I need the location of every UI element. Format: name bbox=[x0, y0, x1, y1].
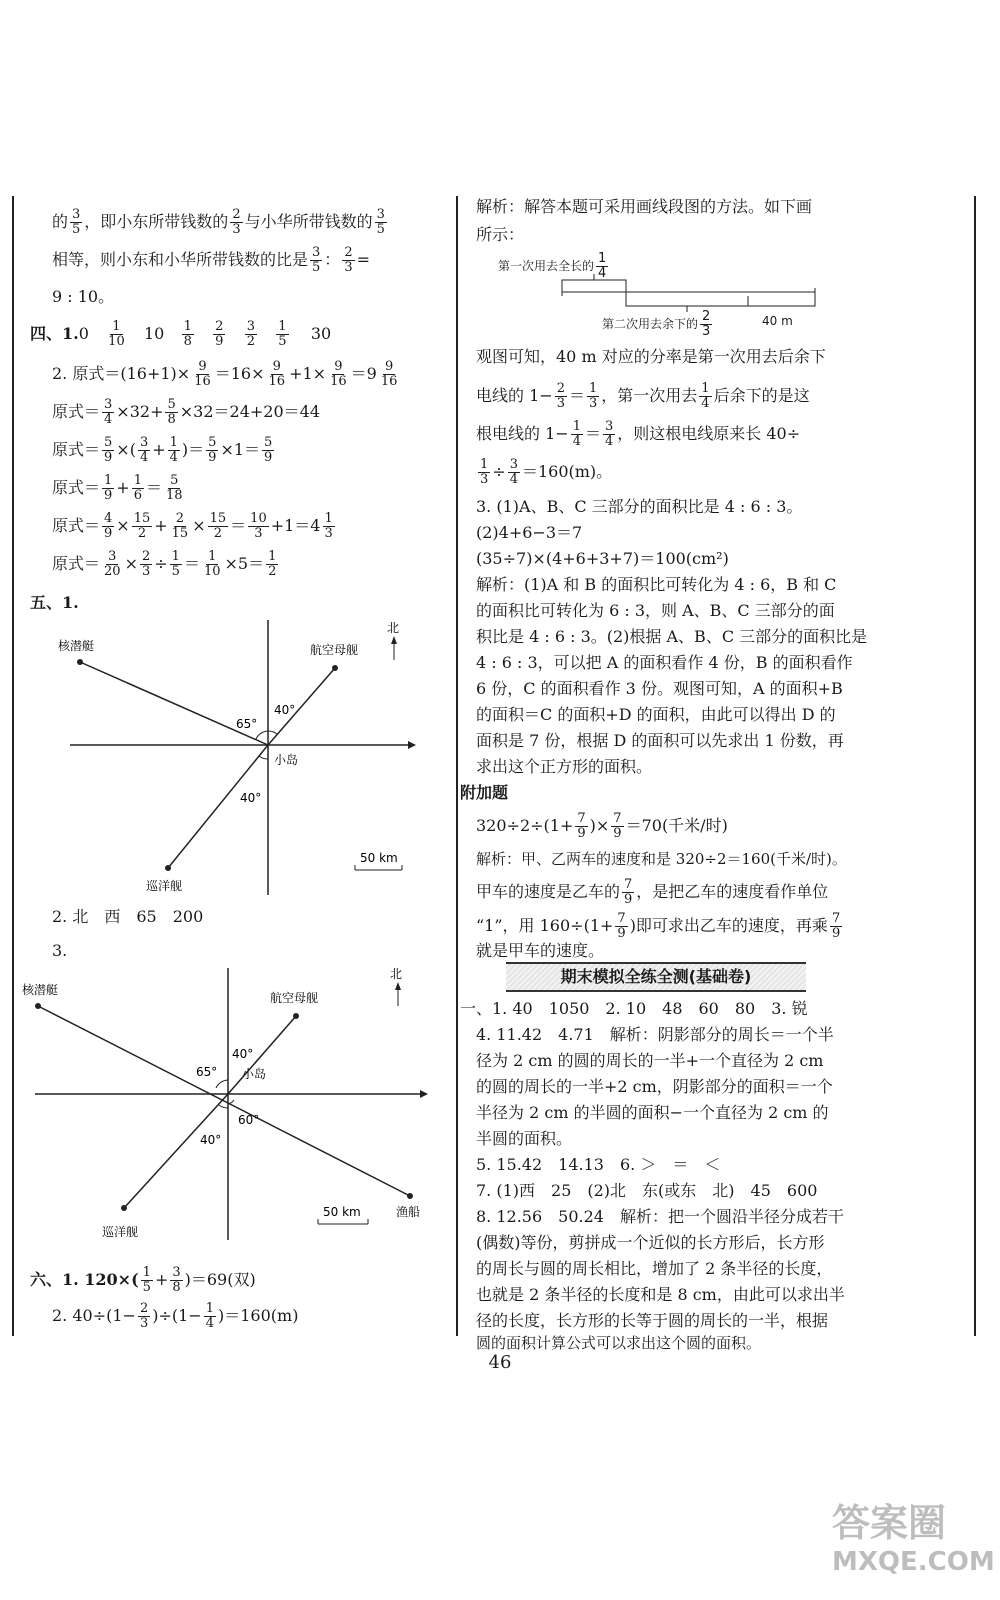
right-line-10: 解析：(1)A 和 B 的面积比可转化为 4 : 6，B 和 C bbox=[476, 575, 837, 594]
section-4-5: 原式＝ $\frac{1}{9}$ + $\frac{1}{6}$ ＝ $\frac{5}{18}$ bbox=[52, 473, 183, 503]
section-4-7: 原式＝ $\frac{3}{20}$ × $\frac{2}{3}$ ÷ $\frac{1}{5}$ ＝ $\frac{1}{10}$ ×5＝ $\frac{1}{2}$ bbox=[52, 549, 277, 579]
right-b3: 径为 2 cm 的圆的周长的一半+一个直径为 2 cm bbox=[476, 1051, 824, 1070]
extra-question-heading: 附加题 bbox=[460, 783, 509, 802]
left-line-3: 9 : 10。 bbox=[52, 287, 115, 306]
center-divider bbox=[456, 196, 458, 1336]
direction-map-1 bbox=[30, 610, 450, 900]
right-line-2: 所示： bbox=[476, 225, 525, 244]
section-5-heading: 五、1. bbox=[30, 593, 79, 612]
section-4-6: 原式＝ $\frac{4}{9}$ × $\frac{15}{2}$ + $\frac{2}{15}$ × $\frac{15}{2}$ ＝ $\frac{10}{3}$ +1＝4 $\frac{1}{3}$ bbox=[52, 511, 333, 541]
left-border bbox=[12, 196, 14, 1336]
right-line-15: 的面积＝C 的面积+D 的面积，由此可以得出 D 的 bbox=[476, 705, 836, 724]
angle-65-2: 65° bbox=[196, 1065, 218, 1079]
right-b4: 的圆的周长的一半+2 cm，阴影部分的面积＝一个 bbox=[476, 1077, 833, 1096]
right-b11: 的周长与圆的周长相比，增加了 2 条半径的长度， bbox=[476, 1259, 833, 1278]
north-label: 北 bbox=[387, 621, 400, 635]
section-6-2: 2. 40÷(1− $\frac{2}{3}$ )÷(1− $\frac{1}{4}$ )＝160(m) bbox=[52, 1301, 299, 1331]
right-line-21: 甲车的速度是乙车的 $\frac{7}{9}$ ，是把乙车的速度看作单位 bbox=[476, 877, 829, 907]
right-line-11: 的面积比可转化为 6 : 3，则 A、B、C 三部分的面 bbox=[476, 601, 835, 620]
scale-label: 50 km bbox=[360, 851, 398, 865]
section-4-3: 原式＝ $\frac{3}{4}$ ×32+ $\frac{5}{8}$ ×32＝24+20＝44 bbox=[52, 397, 321, 427]
right-line-3: 观图可知，40 m 对应的分率是第一次用去后余下 bbox=[476, 347, 826, 366]
right-line-14: 6 份，C 的面积看作 3 份。观图可知，A 的面积+B bbox=[476, 679, 843, 698]
segment-bottom-label: 第二次用去余下的 $\frac{2}{3}$ bbox=[602, 309, 711, 339]
right-line-6: $\frac{1}{3}$ ÷ $\frac{3}{4}$ ＝160(m)。 bbox=[480, 457, 613, 487]
right-b9: 8. 12.56 50.24 解析：把一个圆沿半径分成若干 bbox=[476, 1207, 844, 1226]
section-banner: 期末模拟全练全测(基础卷) bbox=[506, 962, 806, 992]
right-line-12: 积比是 4 : 6 : 3。(2)根据 A、B、C 三部分的面积比是 bbox=[476, 627, 868, 646]
section-5-2: 2. 北 西 65 200 bbox=[52, 907, 204, 926]
section-4-2: 2. 原式＝(16+1)× $\frac{9}{16}$ ＝16× $\frac{9}{16}$ +1× $\frac{9}{16}$ ＝9 $\frac{9}{16}$ bbox=[52, 359, 398, 389]
fishing-boat-label: 渔船 bbox=[396, 1205, 421, 1219]
right-b7: 5. 15.42 14.13 6. ＞ ＝ ＜ bbox=[476, 1155, 721, 1174]
right-b12: 也就是 2 条半径的长度和是 8 cm，由此可以求出半 bbox=[476, 1285, 845, 1304]
right-line-4: 电线的 1− $\frac{2}{3}$ ＝ $\frac{1}{3}$ ，第一次用去 $\frac{1}{4}$ 后余下的是这 bbox=[476, 381, 810, 411]
right-b13: 径的长度，长方形的长等于圆的周长的一半，根据 bbox=[476, 1311, 829, 1330]
right-line-20: 解析：甲、乙两车的速度和是 320÷2＝160(千米/时)。 bbox=[476, 850, 847, 868]
angle-40-top-2: 40° bbox=[232, 1047, 254, 1061]
island-label-2: 小岛 bbox=[242, 1067, 267, 1081]
left-line-2: 相等，则小东和小华所带钱数的比是 $\frac{3}{5}$ ： $\frac{2}{3}$ = bbox=[52, 245, 370, 275]
right-line-22: “1”，用 160÷(1+ $\frac{7}{9}$ )即可求出乙车的速度，再乘 $\frac{7}{9}$ bbox=[476, 911, 841, 941]
right-line-7: 3. (1)A、B、C 三部分的面积比是 4 : 6 : 3。 bbox=[476, 497, 803, 516]
submarine-label: 核潜艇 bbox=[58, 639, 95, 653]
right-line-23: 就是甲车的速度。 bbox=[476, 941, 605, 960]
angle-40-top: 40° bbox=[274, 703, 296, 717]
island-label: 小岛 bbox=[274, 753, 299, 767]
right-line-5: 根电线的 1− $\frac{1}{4}$ ＝ $\frac{3}{4}$ ，则这根电线原来长 40÷ bbox=[476, 419, 801, 449]
right-b8: 7. (1)西 25 (2)北 东(或东 北) 45 600 bbox=[476, 1181, 818, 1200]
scale-label-2: 50 km bbox=[323, 1205, 361, 1219]
section-5-3: 3. bbox=[52, 941, 68, 960]
right-b5: 半径为 2 cm 的半圆的面积−一个直径为 2 cm 的 bbox=[476, 1103, 829, 1122]
section-6-1: 六、1. 120×( $\frac{1}{5}$ + $\frac{3}{8}$ )＝69(双) bbox=[30, 1265, 256, 1295]
page-number: 46 bbox=[488, 1352, 512, 1373]
right-line-8: (2)4+6−3＝7 bbox=[476, 523, 583, 542]
watermark-logo: 答案圈 MXQE.COM bbox=[832, 1501, 995, 1577]
line-segment-diagram bbox=[490, 252, 830, 338]
angle-40-bottom: 40° bbox=[240, 791, 262, 805]
submarine-label-2: 核潜艇 bbox=[22, 983, 59, 997]
left-line-1: 的 $\frac{3}{5}$ ，即小东所带钱数的 $\frac{2}{3}$ 与小华所带钱数的 $\frac{3}{5}$ bbox=[52, 207, 385, 237]
segment-length-label: 40 m bbox=[762, 314, 793, 328]
right-line-17: 求出这个正方形的面积。 bbox=[476, 757, 653, 776]
cruiser-label: 巡洋舰 bbox=[146, 879, 183, 893]
carrier-label: 航空母舰 bbox=[310, 643, 359, 657]
right-border bbox=[974, 196, 976, 1336]
right-line-16: 面积是 7 份，根据 D 的面积可以先求出 1 份数，再 bbox=[476, 731, 844, 750]
right-line-9: (35÷7)×(4+6+3+7)＝100(cm²) bbox=[476, 549, 729, 568]
section-4-1: 四、1.0 $\frac{1}{10}$ 10 $\frac{1}{8}$ $\frac{2}{9}$ $\frac{3}{2}$ $\frac{1}{5}$ 30 bbox=[30, 319, 332, 349]
direction-map-2 bbox=[20, 960, 450, 1250]
angle-65: 65° bbox=[236, 717, 258, 731]
right-b6: 半圆的面积。 bbox=[476, 1129, 573, 1148]
section-4-4: 原式＝ $\frac{5}{9}$ ×( $\frac{3}{4}$ + $\frac{1}{4}$ )＝ $\frac{5}{9}$ ×1＝ $\frac{5}{9}$ bbox=[52, 435, 273, 465]
carrier-label-2: 航空母舰 bbox=[270, 991, 319, 1005]
angle-40-bottom-2: 40° bbox=[200, 1133, 222, 1147]
north-label-2: 北 bbox=[390, 967, 403, 981]
right-b10: (偶数)等份，剪拼成一个近似的长方形后，长方形 bbox=[476, 1233, 825, 1252]
right-line-1: 解析：解答本题可采用画线段图的方法。如下画 bbox=[476, 197, 813, 216]
cruiser-label-2: 巡洋舰 bbox=[102, 1225, 139, 1239]
angle-60: 60° bbox=[238, 1113, 260, 1127]
right-b14: 圆的面积计算公式可以求出这个圆的面积。 bbox=[476, 1334, 762, 1352]
right-line-13: 4 : 6 : 3，可以把 A 的面积看作 4 份，B 的面积看作 bbox=[476, 653, 853, 672]
right-b2: 4. 11.42 4.71 解析：阴影部分的周长＝一个半 bbox=[476, 1025, 834, 1044]
right-line-19: 320÷2÷(1+ $\frac{7}{9}$ )× $\frac{7}{9}$ ＝70(千米/时) bbox=[476, 811, 728, 841]
right-b1: 一、1. 40 1050 2. 10 48 60 80 3. 锐 bbox=[460, 999, 808, 1018]
segment-top-label: 第一次用去全长的 $\frac{1}{4}$ bbox=[498, 251, 607, 281]
